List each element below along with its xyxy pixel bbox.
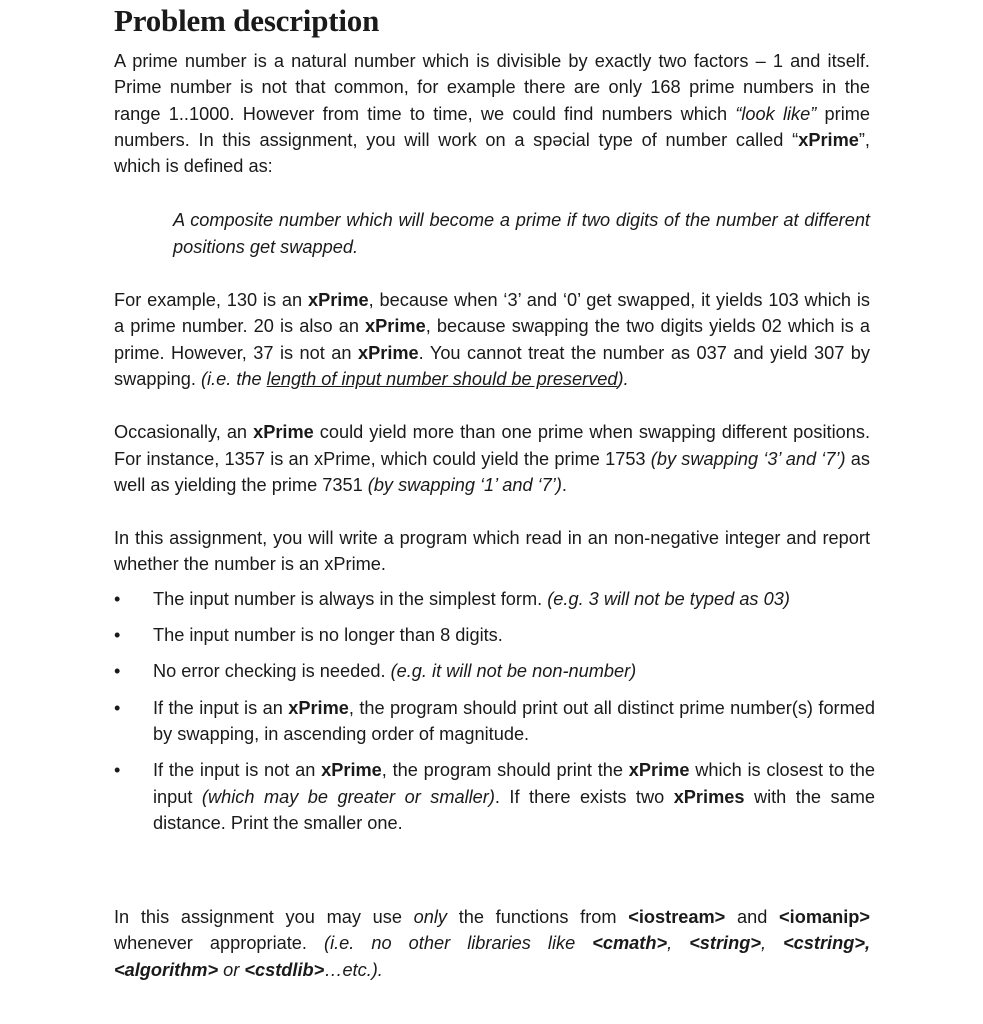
occasionally-paragraph	[114, 419, 870, 498]
bullet-2-text: The input number is no longer than 8 digits.	[153, 625, 503, 646]
lib-sep-1: ,	[667, 933, 690, 954]
lib-string: <string>	[689, 933, 761, 954]
assignment-intro-paragraph: In this assignment, you will write a program which read in an non-negative integer and report whether the number is an xPrime.	[114, 528, 870, 575]
occ-italic-d: (by swapping ‘3’ and ‘7’)	[650, 448, 846, 469]
example-italic-j: ).	[617, 368, 629, 389]
occ-text-a: Occasionally, an	[114, 422, 254, 443]
example-text-g: . You cannot treat the number as 037 and yield 307 by swapping.	[114, 342, 870, 389]
occ-text-g: .	[561, 474, 567, 495]
intro-text-3: ”, which is defined as:	[114, 129, 870, 177]
bullet-5-text-d: . If there exists two	[494, 786, 674, 807]
lib-bold-iostream: <iostream>	[628, 907, 726, 928]
intro-italic: “look like”	[735, 103, 817, 124]
occ-italic-f: (by swapping ‘1’ and ‘7’)	[367, 474, 562, 495]
lib-text-c: the functions from	[447, 907, 629, 928]
occ-text-e: as well as yielding the prime 7351	[114, 448, 870, 495]
lib-cstring: <cstring>,	[783, 933, 870, 954]
libraries-paragraph	[114, 904, 870, 983]
bullet-5-text-e: with the same distance. Print the smaller one.	[153, 786, 875, 833]
bullet-4-text-a: If the input is an	[153, 697, 289, 718]
bullet-5-text-b: , the program should print the	[381, 760, 629, 781]
bullet-5-italic: (which may be greater or smaller)	[201, 786, 495, 807]
lib-italic-h: (i.e. no other libraries like	[324, 933, 593, 954]
requirements-list	[114, 586, 875, 836]
list-item	[114, 757, 875, 836]
intro-text-1: A prime number is a natural number which is divisible by exactly two factors – 1 and itself. Prime number is not that common, for example there are only 168 prime numbers in the range 1..1000. However from time to time, we could find numbers which	[114, 51, 870, 124]
intro-bold-xprime: xPrime	[798, 129, 859, 150]
list-item	[114, 658, 875, 684]
bullet-3-text: No error checking is needed.	[153, 661, 391, 682]
intro-text-2: prime numbers. In this assignment, you will work on a spəcial type of number called “	[114, 103, 871, 150]
lib-cmath: <cmath>	[592, 933, 668, 954]
bullet-5-bold-3: xPrimes	[673, 786, 745, 807]
example-bold-b: xPrime	[307, 290, 369, 311]
list-item	[114, 622, 875, 648]
bullet-1-italic: (e.g. 3 will not be typed as 03)	[547, 588, 790, 609]
example-paragraph	[114, 287, 870, 392]
lib-cstdlib: <cstdlib>	[244, 959, 325, 980]
bullet-3-italic: (e.g. it will not be non-number)	[390, 661, 637, 682]
example-underline: length of input number should be preserved	[266, 368, 618, 389]
lib-sep-2: ,	[760, 933, 784, 954]
occ-bold-b: xPrime	[253, 422, 314, 443]
bullet-5-bold-2: xPrime	[628, 760, 690, 781]
example-text-e: , because swapping the two digits yields 02 which is a prime. However, 37 is not an	[114, 316, 871, 363]
example-text-c: , because when ‘3’ and ‘0’ get swapped, it yields 103 which is a prime number. 20 is also an	[114, 290, 870, 337]
document-page	[114, 0, 875, 983]
lib-bold-iomanip: <iomanip>	[779, 907, 870, 928]
example-text-a: For example, 130 is an	[114, 290, 308, 311]
lib-text-g: whenever appropriate.	[114, 933, 325, 954]
example-italic-h: (i.e. the	[200, 368, 267, 389]
lib-text-etc: …etc.).	[324, 959, 383, 980]
lib-text-e: and	[725, 907, 780, 928]
bullet-5-bold-1: xPrime	[321, 760, 382, 781]
page-title: Problem description	[114, 3, 380, 38]
bullet-4-text-b: , the program should print out all distinct prime number(s) formed by swapping, in ascending order of magnitude.	[153, 697, 875, 744]
list-item	[114, 695, 875, 748]
lib-algorithm: <algorithm>	[114, 959, 219, 980]
intro-paragraph	[114, 48, 870, 179]
occ-text-c: could yield more than one prime when swapping different positions. For instance, 1357 is an xPrime, which could yield the prime 1753	[114, 422, 870, 469]
lib-text-a: In this assignment you may use	[114, 907, 414, 928]
lib-italic-only: only	[413, 907, 448, 928]
bullet-5-text-a: If the input is not an	[153, 760, 322, 781]
bullet-1-text: The input number is always in the simplest form.	[153, 588, 548, 609]
lib-text-or: or	[218, 959, 245, 980]
bullet-5-text-c: which is closest to the input	[153, 760, 875, 807]
definition-quote: A composite number which will become a prime if two digits of the number at different positions get swapped.	[173, 210, 870, 257]
bullet-4-bold: xPrime	[288, 697, 349, 718]
list-item	[114, 586, 875, 612]
example-bold-d: xPrime	[365, 316, 426, 337]
example-bold-f: xPrime	[358, 342, 419, 363]
